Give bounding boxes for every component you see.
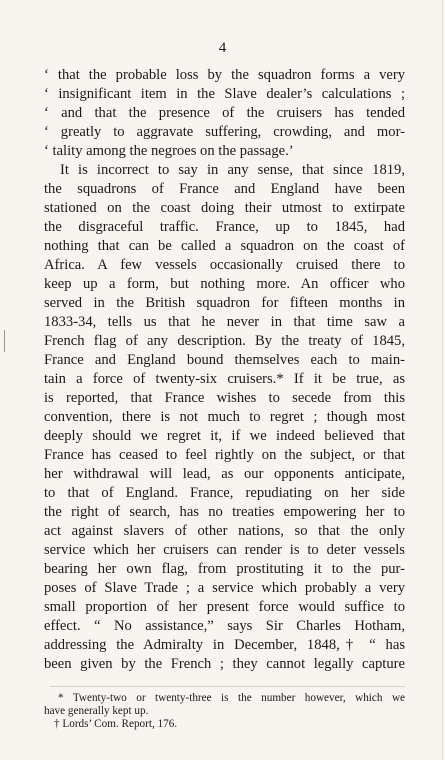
text-line: France and England bound themselves each to main- [44, 352, 405, 368]
text-line: bearing her own flag, from prostituting it to the pur- [44, 561, 405, 577]
text-line: served in the British squadron for fifteen months in [44, 295, 405, 311]
text-line: stationed on the coast doing their utmost to extirpate [44, 200, 405, 216]
text-line: her withdrawal will lead, as our opponents anticipate, [44, 466, 405, 482]
text-line: ‘ that the probable loss by the squadron forms a very [44, 67, 405, 83]
text-line: the squadrons of France and England have been [44, 181, 405, 197]
paragraph-start-line: It is incorrect to say in any sense, that since 1819, [60, 162, 405, 178]
text-line: deeply should we regret it, if we indeed believed that [44, 428, 405, 444]
text-line: ‘ insignificant item in the Slave dealer’s calculations ; [44, 86, 405, 102]
footnote-line: have generally kept up. [44, 705, 149, 717]
text-line: been given by the French ; they cannot legally capture [44, 656, 405, 672]
page-edge [442, 0, 443, 760]
text-line: poses of Slave Trade ; a service which probably a very [44, 580, 405, 596]
footnote-divider [50, 686, 405, 687]
text-line: Africa. A few vessels occasionally cruised there to [44, 257, 405, 273]
text-line: keep up a form, but nothing more. An officer who [44, 276, 405, 292]
text-line: is reported, that France wishes to secede from this [44, 390, 405, 406]
binding-mark [4, 330, 5, 352]
text-line: 1833-34, tells us that he never in that time saw a [44, 314, 405, 330]
text-line: to that of England. France, repudiating on her side [44, 485, 405, 501]
footnote-line: † Lords’ Com. Report, 176. [54, 718, 178, 730]
text-line: French flag of any description. By the treaty of 1845, [44, 333, 405, 349]
footnotes [44, 692, 405, 731]
text-line: tain a force of twenty-six cruisers.* If it be true, as [44, 371, 405, 387]
text-line: France has ceased to feel rightly on the subject, or that [44, 447, 405, 463]
text-line: convention, there is not much to regret ; though most [44, 409, 405, 425]
text-line: ‘ greatly to aggravate suffering, crowding, and mor- [44, 124, 405, 140]
text-line: the right of search, has no treaties empowering her to [44, 504, 405, 520]
text-line: addressing the Admiralty in December, 1848,† “ has [44, 637, 405, 653]
text-line: act against slavers of other nations, so that the only [44, 523, 405, 539]
page-number: 4 [218, 40, 227, 56]
text-line: small proportion of her present force would suffice to [44, 599, 405, 615]
text-line: nothing that can be called a squadron on the coast of [44, 238, 405, 254]
text-line: ‘ tality among the negroes on the passage.’ [44, 143, 294, 159]
text-line: service which her cruisers can render is to deter vessels [44, 542, 405, 558]
text-line: the disgraceful traffic. France, up to 1845, had [44, 219, 405, 235]
text-line: ‘ and that the presence of the cruisers has tended [44, 105, 405, 121]
footnote-line: * Twenty-two or twenty-three is the number however, which we [58, 692, 405, 704]
body-text [44, 66, 405, 674]
text-line: effect. “ No assistance,” says Sir Charles Hotham, [44, 618, 405, 634]
